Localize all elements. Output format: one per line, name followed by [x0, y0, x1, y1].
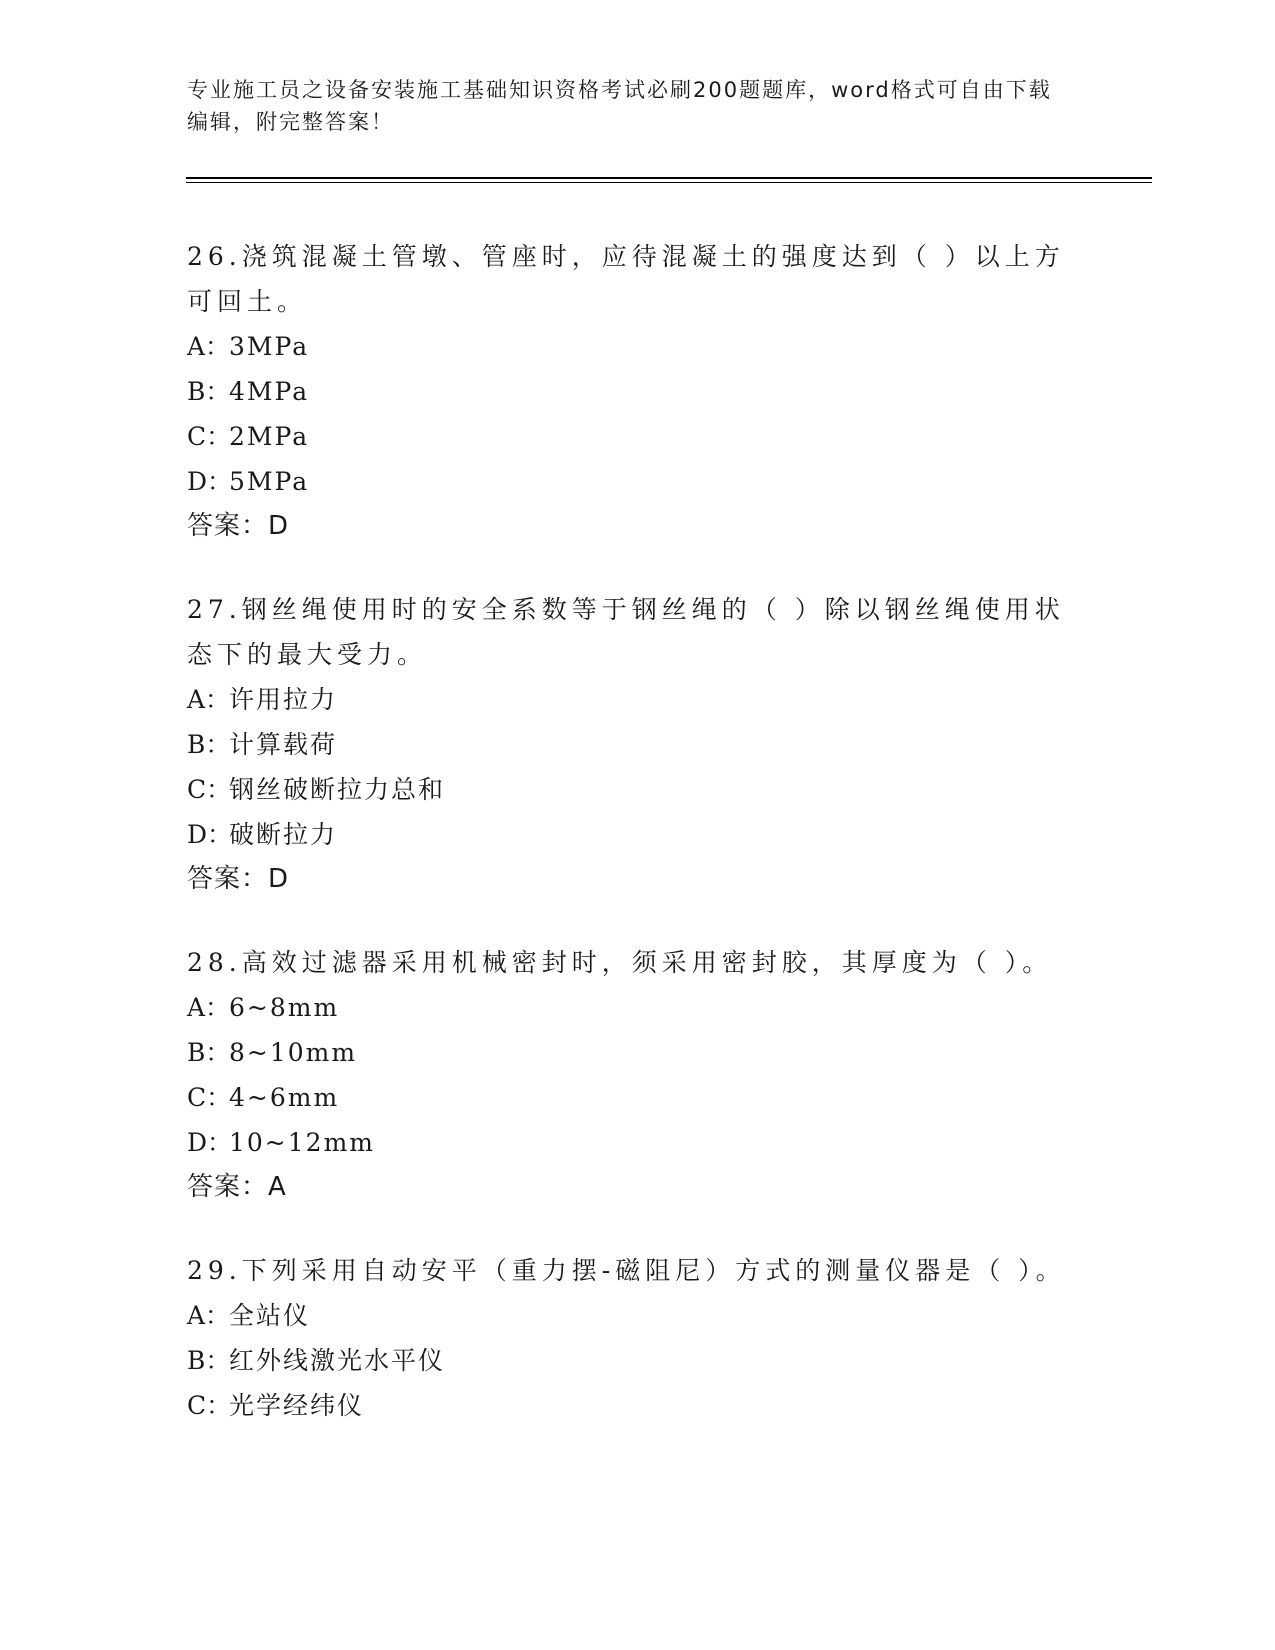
option-text: 光学经纬仪: [229, 1391, 365, 1420]
question-text: 29.下列采用自动安平（重力摆-磁阻尼）方式的测量仪器是（ ）。: [187, 1256, 1066, 1285]
option-text: 2MPa: [229, 422, 310, 451]
option-text: 4~6mm: [229, 1083, 340, 1112]
option-a: [187, 324, 1077, 369]
option-letter: A：: [187, 1301, 231, 1330]
option-b: [187, 1030, 1077, 1075]
question-29: [187, 1248, 1077, 1428]
option-a: [187, 1293, 1077, 1338]
option-a: [187, 985, 1077, 1030]
option-letter: C：: [187, 1083, 232, 1112]
answer-text: 答案：A: [187, 1172, 287, 1202]
option-text: 全站仪: [229, 1301, 311, 1330]
document-header: 专业施工员之设备安装施工基础知识资格考试必刷200题题库，word格式可自由下载编辑，附完整答案！: [187, 78, 1052, 134]
option-letter: B：: [187, 1346, 231, 1375]
option-a: [187, 677, 1077, 722]
option-text: 3MPa: [229, 332, 310, 361]
option-text: 6~8mm: [229, 993, 340, 1022]
option-text: 4MPa: [229, 377, 310, 406]
question-list: [187, 234, 1077, 1466]
option-letter: B：: [187, 730, 231, 759]
option-text: 许用拉力: [229, 685, 338, 714]
option-d: [187, 1120, 1077, 1165]
header-rule-top: [186, 177, 1152, 179]
option-letter: C：: [187, 775, 232, 804]
header-rule-bottom: [186, 182, 1152, 183]
option-c: [187, 1075, 1077, 1120]
option-text: 钢丝破断拉力总和: [229, 775, 446, 804]
option-b: [187, 722, 1077, 767]
option-b: [187, 1338, 1077, 1383]
question-26: [187, 234, 1077, 549]
option-letter: A：: [187, 685, 231, 714]
option-letter: C：: [187, 1391, 232, 1420]
question-text: 26.浇筑混凝土管墩、管座时，应待混凝土的强度达到（ ）以上方可回土。: [187, 242, 1065, 316]
option-text: 红外线激光水平仪: [229, 1346, 446, 1375]
option-letter: A：: [187, 993, 231, 1022]
option-letter: A：: [187, 332, 231, 361]
option-c: [187, 1383, 1077, 1428]
option-text: 破断拉力: [229, 820, 338, 849]
option-c: [187, 414, 1077, 459]
answer-text: 答案：D: [187, 864, 290, 894]
option-letter: D：: [187, 820, 233, 849]
option-text: 8~10mm: [229, 1038, 358, 1067]
option-text: 10~12mm: [229, 1128, 375, 1157]
option-letter: D：: [187, 467, 233, 496]
answer-text: 答案：D: [187, 511, 290, 541]
option-text: 计算载荷: [229, 730, 338, 759]
option-letter: C：: [187, 422, 232, 451]
question-27: [187, 587, 1077, 902]
option-text: 5MPa: [229, 467, 310, 496]
question-text: 28.高效过滤器采用机械密封时，须采用密封胶，其厚度为（ ）。: [187, 948, 1053, 977]
option-letter: B：: [187, 377, 231, 406]
option-c: [187, 767, 1077, 812]
option-b: [187, 369, 1077, 414]
option-d: [187, 459, 1077, 504]
option-letter: D：: [187, 1128, 233, 1157]
option-letter: B：: [187, 1038, 231, 1067]
question-28: [187, 940, 1077, 1210]
question-text: 27.钢丝绳使用时的安全系数等于钢丝绳的（ ）除以钢丝绳使用状态下的最大受力。: [187, 595, 1065, 669]
option-d: [187, 812, 1077, 857]
